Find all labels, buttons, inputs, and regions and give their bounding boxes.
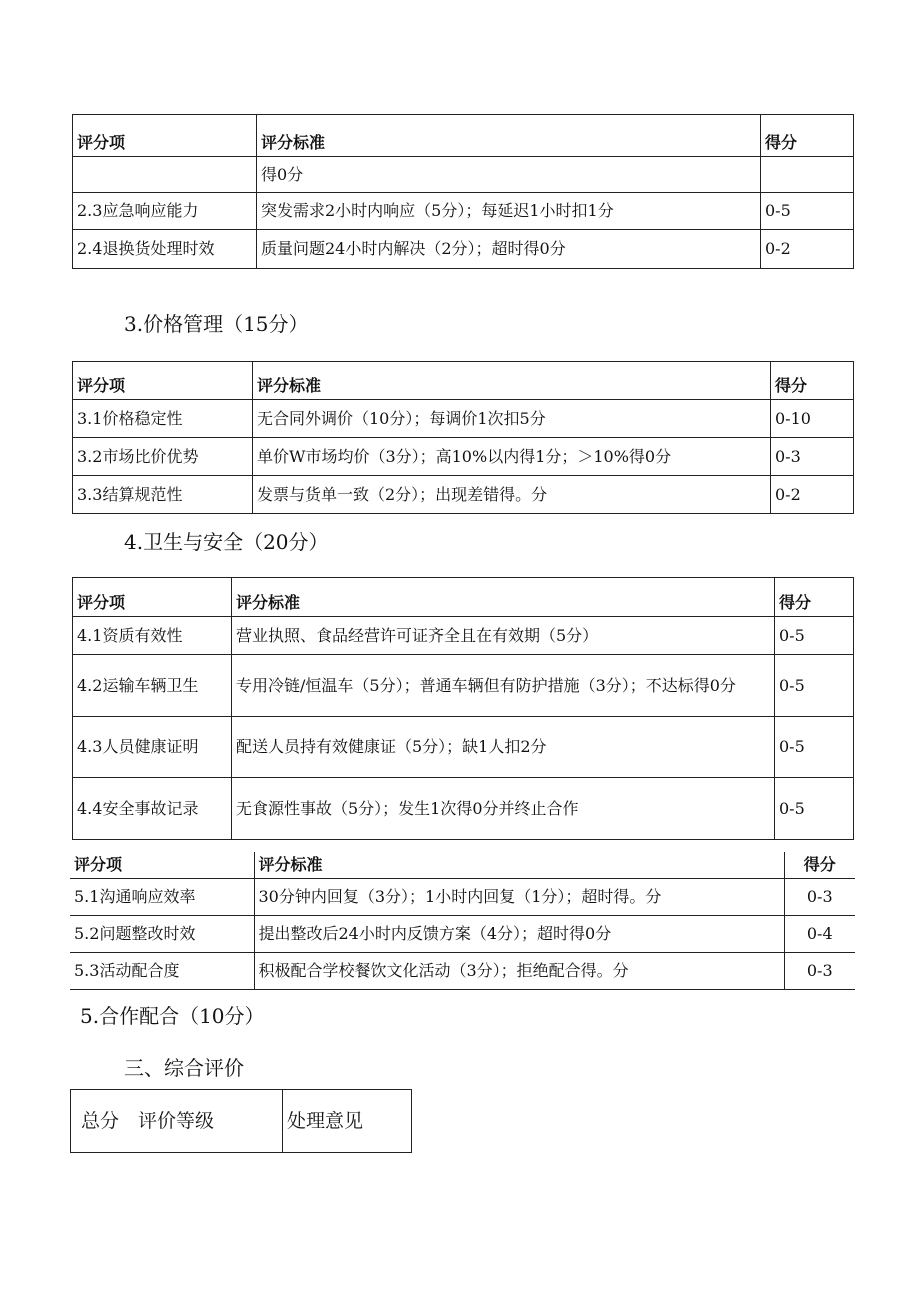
header-score: 得分 <box>775 578 854 617</box>
table-row <box>70 878 855 915</box>
cell-item: 4.4安全事故记录 <box>73 778 232 840</box>
header-item: 评分项 <box>73 115 257 157</box>
section-title-price: 3.价格管理（15分） <box>124 312 309 336</box>
cell-score: 0-5 <box>761 193 854 230</box>
table-row <box>73 778 854 840</box>
cell-item: 3.3结算规范性 <box>73 476 253 514</box>
cell-score: 0-2 <box>771 476 854 514</box>
section-title-hygiene: 4.卫生与安全（20分） <box>124 530 329 554</box>
table-row <box>70 952 855 989</box>
table-header-row <box>73 362 854 400</box>
table-row <box>73 476 854 514</box>
cell-score: 0-5 <box>775 778 854 840</box>
cell-criteria: 无食源性事故（5分）；发生1次得0分并终止合作 <box>232 778 775 840</box>
cell-item: 2.3应急响应能力 <box>73 193 257 230</box>
header-criteria: 评分标准 <box>253 362 771 400</box>
cell-score: 0-2 <box>761 230 854 269</box>
table-row <box>73 193 854 230</box>
header-score: 得分 <box>761 115 854 157</box>
table-row <box>73 717 854 778</box>
header-criteria: 评分标准 <box>232 578 775 617</box>
cell-score: 0-10 <box>771 400 854 438</box>
table-row <box>73 617 854 655</box>
cell-criteria: 营业执照、食品经营许可证齐全且在有效期（5分） <box>232 617 775 655</box>
table-row <box>73 438 854 476</box>
cell-score: 0-5 <box>775 655 854 717</box>
cell-handling-opinion: 处理意见 <box>283 1090 412 1153</box>
cell-score: 0-5 <box>775 617 854 655</box>
header-criteria: 评分标准 <box>254 852 784 878</box>
cell-item <box>73 157 257 193</box>
score-table-cooperation <box>70 852 855 990</box>
section-title-cooperation: 5.合作配合（10分） <box>80 1004 265 1028</box>
cell-criteria: 专用冷链/恒温车（5分）；普通车辆但有防护措施（3分）；不达标得0分 <box>232 655 775 717</box>
header-item: 评分项 <box>70 852 254 878</box>
cell-score <box>761 157 854 193</box>
header-score: 得分 <box>771 362 854 400</box>
cell-criteria: 质量问题24小时内解决（2分）；超时得0分 <box>257 230 761 269</box>
cell-criteria: 配送人员持有效健康证（5分）；缺1人扣2分 <box>232 717 775 778</box>
header-score: 得分 <box>784 852 855 878</box>
overall-evaluation-table <box>70 1089 412 1153</box>
table-row <box>73 400 854 438</box>
cell-item: 4.3人员健康证明 <box>73 717 232 778</box>
cell-criteria: 积极配合学校餐饮文化活动（3分）；拒绝配合得。分 <box>254 952 784 989</box>
cell-item: 4.1资质有效性 <box>73 617 232 655</box>
cell-item: 5.2问题整改时效 <box>70 915 254 952</box>
cell-item: 3.1价格稳定性 <box>73 400 253 438</box>
header-item: 评分项 <box>73 362 253 400</box>
section-title-overall: 三、综合评价 <box>124 1056 244 1080</box>
cell-item: 5.3活动配合度 <box>70 952 254 989</box>
header-item: 评分项 <box>73 578 232 617</box>
cell-score: 0-4 <box>784 915 855 952</box>
cell-criteria: 提出整改后24小时内反馈方案（4分）；超时得0分 <box>254 915 784 952</box>
table-row <box>73 157 854 193</box>
cell-score: 0-3 <box>784 878 855 915</box>
cell-score: 0-3 <box>784 952 855 989</box>
table-header-row <box>70 852 855 878</box>
header-criteria: 评分标准 <box>257 115 761 157</box>
cell-item: 5.1沟通响应效率 <box>70 878 254 915</box>
cell-criteria: 无合同外调价（10分）；每调价1次扣5分 <box>253 400 771 438</box>
table-header-row <box>73 578 854 617</box>
cell-criteria: 得0分 <box>257 157 761 193</box>
table-row <box>70 915 855 952</box>
score-table-hygiene <box>72 577 854 840</box>
cell-item: 2.4退换货处理时效 <box>73 230 257 269</box>
cell-score: 0-3 <box>771 438 854 476</box>
cell-criteria: 30分钟内回复（3分）；1小时内回复（1分）；超时得。分 <box>254 878 784 915</box>
cell-item: 4.2运输车辆卫生 <box>73 655 232 717</box>
cell-criteria: 发票与货单一致（2分）；出现差错得。分 <box>253 476 771 514</box>
table-row <box>73 230 854 269</box>
score-table-delivery <box>72 114 854 269</box>
cell-total-and-grade: 总分 评价等级 <box>71 1090 283 1153</box>
cell-criteria: 单价W市场均价（3分）；高10%以内得1分；＞10%得0分 <box>253 438 771 476</box>
cell-item: 3.2市场比价优势 <box>73 438 253 476</box>
table-row <box>71 1090 412 1153</box>
score-table-price <box>72 361 854 514</box>
table-row <box>73 655 854 717</box>
table-header-row <box>73 115 854 157</box>
cell-score: 0-5 <box>775 717 854 778</box>
cell-criteria: 突发需求2小时内响应（5分）；每延迟1小时扣1分 <box>257 193 761 230</box>
